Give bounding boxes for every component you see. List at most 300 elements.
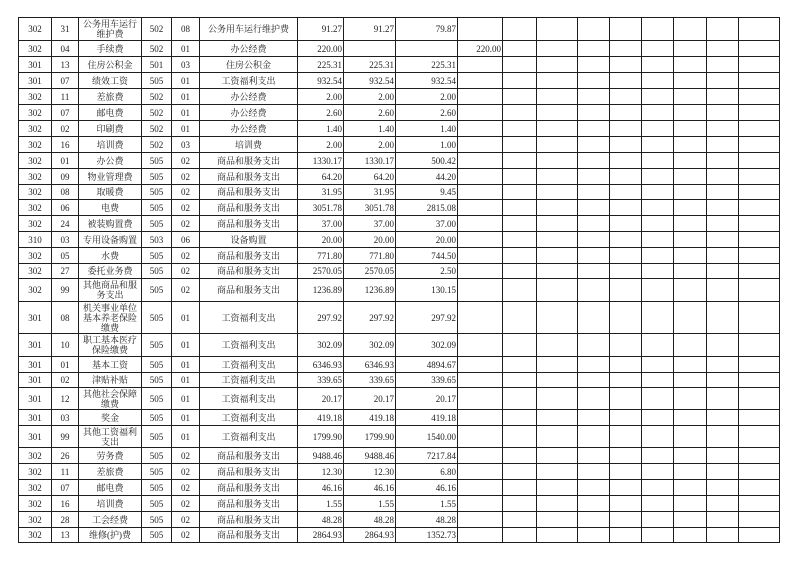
amount-cell	[578, 464, 610, 480]
econ-class-cell: 302	[19, 480, 52, 496]
amount-cell	[610, 73, 642, 89]
amount-cell	[458, 57, 503, 73]
amount-cell	[578, 105, 610, 121]
amount-cell	[707, 388, 739, 410]
amount-cell	[610, 264, 642, 279]
amount-cell	[739, 334, 780, 357]
func-name-cell: 工资福利支出	[200, 388, 298, 410]
amount-cell	[674, 105, 707, 121]
func-item-cell: 02	[172, 216, 200, 232]
amount-cell	[707, 528, 739, 543]
amount-cell	[739, 18, 780, 41]
amount-cell	[674, 410, 707, 426]
amount-cell	[578, 373, 610, 388]
func-name-cell: 商品和服务支出	[200, 448, 298, 464]
amount-cell	[610, 89, 642, 105]
table-row	[19, 153, 780, 169]
func-class-cell: 501	[142, 57, 172, 73]
amount-cell	[707, 137, 739, 153]
amount-cell: 771.80	[344, 248, 396, 264]
amount-cell	[707, 57, 739, 73]
table-row	[19, 334, 780, 357]
func-item-cell: 02	[172, 448, 200, 464]
amount-cell	[642, 464, 674, 480]
amount-cell: 1330.17	[298, 153, 344, 169]
amount-cell	[610, 18, 642, 41]
amount-cell	[503, 137, 537, 153]
amount-cell: 2.00	[298, 89, 344, 105]
table-row	[19, 279, 780, 302]
amount-cell	[578, 169, 610, 185]
amount-cell	[674, 373, 707, 388]
amount-cell	[610, 388, 642, 410]
amount-cell	[458, 185, 503, 200]
amount-cell: 46.16	[344, 480, 396, 496]
amount-cell: 419.18	[396, 410, 458, 426]
func-class-cell: 502	[142, 41, 172, 57]
amount-cell	[458, 496, 503, 512]
func-item-cell: 02	[172, 200, 200, 216]
amount-cell	[707, 464, 739, 480]
amount-cell	[610, 334, 642, 357]
amount-cell: 9488.46	[298, 448, 344, 464]
amount-cell: 1799.90	[298, 426, 344, 448]
func-item-cell: 01	[172, 41, 200, 57]
amount-cell	[610, 528, 642, 543]
amount-cell	[578, 334, 610, 357]
amount-cell: 2864.93	[344, 528, 396, 543]
amount-cell: 1540.00	[396, 426, 458, 448]
econ-name-cell: 劳务费	[79, 448, 142, 464]
amount-cell	[674, 464, 707, 480]
amount-cell	[739, 448, 780, 464]
amount-cell	[578, 248, 610, 264]
func-name-cell: 商品和服务支出	[200, 200, 298, 216]
table-row	[19, 169, 780, 185]
econ-item-cell: 06	[52, 200, 79, 216]
amount-cell: 37.00	[344, 216, 396, 232]
func-item-cell: 02	[172, 248, 200, 264]
econ-name-cell: 工会经费	[79, 512, 142, 528]
amount-cell	[642, 410, 674, 426]
amount-cell	[537, 528, 578, 543]
func-class-cell: 502	[142, 137, 172, 153]
amount-cell	[707, 334, 739, 357]
amount-cell	[642, 89, 674, 105]
func-class-cell: 505	[142, 426, 172, 448]
econ-item-cell: 13	[52, 57, 79, 73]
amount-cell	[674, 279, 707, 302]
econ-item-cell: 99	[52, 426, 79, 448]
table-row	[19, 248, 780, 264]
econ-name-cell: 其他社会保障缴费	[79, 388, 142, 410]
econ-name-cell: 基本工资	[79, 357, 142, 373]
amount-cell	[642, 528, 674, 543]
amount-cell	[458, 73, 503, 89]
amount-cell: 1.40	[298, 121, 344, 137]
amount-cell	[537, 410, 578, 426]
amount-cell	[503, 373, 537, 388]
econ-item-cell: 31	[52, 18, 79, 41]
amount-cell	[396, 41, 458, 57]
func-name-cell: 工资福利支出	[200, 334, 298, 357]
econ-class-cell: 302	[19, 200, 52, 216]
amount-cell	[537, 480, 578, 496]
econ-item-cell: 05	[52, 248, 79, 264]
func-name-cell: 工资福利支出	[200, 373, 298, 388]
func-name-cell: 公务用车运行维护费	[200, 18, 298, 41]
func-class-cell: 505	[142, 302, 172, 334]
amount-cell	[707, 480, 739, 496]
econ-class-cell: 301	[19, 426, 52, 448]
amount-cell	[674, 248, 707, 264]
func-name-cell: 商品和服务支出	[200, 169, 298, 185]
econ-class-cell: 302	[19, 496, 52, 512]
amount-cell: 225.31	[298, 57, 344, 73]
func-item-cell: 03	[172, 137, 200, 153]
amount-cell	[739, 426, 780, 448]
econ-class-cell: 302	[19, 137, 52, 153]
amount-cell	[739, 89, 780, 105]
table-row	[19, 41, 780, 57]
amount-cell: 2.60	[344, 105, 396, 121]
amount-cell: 339.65	[344, 373, 396, 388]
func-item-cell: 01	[172, 373, 200, 388]
amount-cell	[642, 426, 674, 448]
amount-cell	[537, 153, 578, 169]
func-class-cell: 505	[142, 200, 172, 216]
amount-cell	[642, 480, 674, 496]
func-item-cell: 01	[172, 357, 200, 373]
econ-name-cell: 水费	[79, 248, 142, 264]
amount-cell	[458, 480, 503, 496]
amount-cell: 20.00	[298, 232, 344, 248]
amount-cell: 79.87	[396, 18, 458, 41]
econ-class-cell: 301	[19, 334, 52, 357]
func-name-cell: 办公经费	[200, 89, 298, 105]
econ-class-cell: 302	[19, 121, 52, 137]
amount-cell	[503, 153, 537, 169]
amount-cell	[610, 357, 642, 373]
func-class-cell: 505	[142, 357, 172, 373]
amount-cell	[578, 357, 610, 373]
amount-cell	[739, 137, 780, 153]
amount-cell: 220.00	[298, 41, 344, 57]
amount-cell	[739, 373, 780, 388]
amount-cell: 297.92	[396, 302, 458, 334]
amount-cell	[674, 232, 707, 248]
func-class-cell: 505	[142, 528, 172, 543]
econ-class-cell: 301	[19, 73, 52, 89]
amount-cell	[503, 480, 537, 496]
table-row	[19, 302, 780, 334]
amount-cell	[610, 426, 642, 448]
amount-cell	[674, 137, 707, 153]
table-row	[19, 185, 780, 200]
amount-cell: 6.80	[396, 464, 458, 480]
amount-cell: 220.00	[458, 41, 503, 57]
econ-class-cell: 301	[19, 388, 52, 410]
amount-cell	[739, 480, 780, 496]
func-class-cell: 505	[142, 264, 172, 279]
amount-cell	[503, 512, 537, 528]
amount-cell	[707, 18, 739, 41]
amount-cell: 20.17	[344, 388, 396, 410]
amount-cell	[537, 137, 578, 153]
amount-cell	[674, 480, 707, 496]
amount-cell: 419.18	[344, 410, 396, 426]
func-item-cell: 08	[172, 18, 200, 41]
amount-cell	[537, 57, 578, 73]
econ-class-cell: 302	[19, 464, 52, 480]
amount-cell	[707, 248, 739, 264]
amount-cell: 3051.78	[298, 200, 344, 216]
func-name-cell: 商品和服务支出	[200, 264, 298, 279]
amount-cell	[610, 480, 642, 496]
table-row	[19, 264, 780, 279]
econ-name-cell: 手续费	[79, 41, 142, 57]
amount-cell	[674, 334, 707, 357]
amount-cell	[537, 302, 578, 334]
amount-cell	[642, 448, 674, 464]
amount-cell	[707, 410, 739, 426]
amount-cell: 48.28	[396, 512, 458, 528]
amount-cell: 9488.46	[344, 448, 396, 464]
econ-name-cell: 机关事业单位基本养老保险缴费	[79, 302, 142, 334]
amount-cell	[578, 41, 610, 57]
amount-cell	[610, 121, 642, 137]
amount-cell: 1236.89	[344, 279, 396, 302]
econ-item-cell: 01	[52, 357, 79, 373]
amount-cell	[458, 512, 503, 528]
amount-cell: 2.60	[396, 105, 458, 121]
amount-cell	[674, 264, 707, 279]
table-row	[19, 373, 780, 388]
amount-cell	[578, 73, 610, 89]
amount-cell	[578, 480, 610, 496]
econ-item-cell: 07	[52, 480, 79, 496]
amount-cell	[610, 448, 642, 464]
func-name-cell: 工资福利支出	[200, 426, 298, 448]
econ-name-cell: 其他工资福利支出	[79, 426, 142, 448]
amount-cell	[739, 496, 780, 512]
econ-name-cell: 电费	[79, 200, 142, 216]
amount-cell: 297.92	[298, 302, 344, 334]
func-name-cell: 培训费	[200, 137, 298, 153]
amount-cell	[707, 448, 739, 464]
amount-cell: 419.18	[298, 410, 344, 426]
func-item-cell: 01	[172, 410, 200, 426]
budget-table	[18, 17, 780, 543]
amount-cell	[642, 302, 674, 334]
amount-cell	[578, 496, 610, 512]
amount-cell	[642, 121, 674, 137]
amount-cell: 37.00	[396, 216, 458, 232]
amount-cell	[707, 105, 739, 121]
econ-name-cell: 住房公积金	[79, 57, 142, 73]
func-name-cell: 商品和服务支出	[200, 480, 298, 496]
econ-name-cell: 职工基本医疗保险缴费	[79, 334, 142, 357]
amount-cell	[578, 528, 610, 543]
amount-cell	[537, 216, 578, 232]
econ-item-cell: 07	[52, 105, 79, 121]
amount-cell	[458, 528, 503, 543]
amount-cell	[739, 248, 780, 264]
amount-cell	[537, 41, 578, 57]
func-item-cell: 01	[172, 121, 200, 137]
econ-name-cell: 专用设备购置	[79, 232, 142, 248]
amount-cell: 6346.93	[344, 357, 396, 373]
econ-item-cell: 07	[52, 73, 79, 89]
amount-cell	[739, 512, 780, 528]
amount-cell	[458, 279, 503, 302]
func-name-cell: 商品和服务支出	[200, 153, 298, 169]
func-name-cell: 商品和服务支出	[200, 216, 298, 232]
amount-cell	[674, 73, 707, 89]
amount-cell	[458, 89, 503, 105]
amount-cell	[503, 357, 537, 373]
amount-cell: 12.30	[298, 464, 344, 480]
econ-class-cell: 302	[19, 512, 52, 528]
amount-cell	[503, 73, 537, 89]
econ-name-cell: 办公费	[79, 153, 142, 169]
amount-cell	[578, 512, 610, 528]
amount-cell	[537, 279, 578, 302]
amount-cell	[503, 528, 537, 543]
amount-cell	[458, 264, 503, 279]
amount-cell: 44.20	[396, 169, 458, 185]
amount-cell	[707, 496, 739, 512]
econ-name-cell: 公务用车运行维护费	[79, 18, 142, 41]
func-name-cell: 设备购置	[200, 232, 298, 248]
amount-cell	[458, 410, 503, 426]
amount-cell	[458, 105, 503, 121]
func-item-cell: 01	[172, 89, 200, 105]
table-row	[19, 18, 780, 41]
amount-cell	[739, 357, 780, 373]
econ-class-cell: 302	[19, 169, 52, 185]
amount-cell	[458, 137, 503, 153]
amount-cell	[642, 334, 674, 357]
econ-item-cell: 24	[52, 216, 79, 232]
amount-cell	[642, 232, 674, 248]
amount-cell: 2570.05	[344, 264, 396, 279]
amount-cell: 31.95	[344, 185, 396, 200]
amount-cell: 225.31	[396, 57, 458, 73]
table-row	[19, 496, 780, 512]
amount-cell	[707, 185, 739, 200]
table-row	[19, 232, 780, 248]
amount-cell	[578, 426, 610, 448]
amount-cell	[458, 357, 503, 373]
econ-item-cell: 03	[52, 232, 79, 248]
amount-cell	[739, 410, 780, 426]
amount-cell	[537, 426, 578, 448]
func-name-cell: 商品和服务支出	[200, 512, 298, 528]
amount-cell: 2864.93	[298, 528, 344, 543]
amount-cell	[458, 232, 503, 248]
amount-cell	[739, 464, 780, 480]
amount-cell	[707, 232, 739, 248]
amount-cell	[642, 73, 674, 89]
econ-class-cell: 302	[19, 105, 52, 121]
amount-cell	[537, 121, 578, 137]
amount-cell	[503, 334, 537, 357]
amount-cell	[503, 464, 537, 480]
amount-cell	[707, 89, 739, 105]
amount-cell	[610, 216, 642, 232]
func-class-cell: 505	[142, 248, 172, 264]
amount-cell	[610, 105, 642, 121]
econ-class-cell: 301	[19, 357, 52, 373]
table-row	[19, 464, 780, 480]
amount-cell: 37.00	[298, 216, 344, 232]
amount-cell: 225.31	[344, 57, 396, 73]
amount-cell	[503, 264, 537, 279]
econ-item-cell: 99	[52, 279, 79, 302]
amount-cell: 744.50	[396, 248, 458, 264]
func-class-cell: 505	[142, 480, 172, 496]
amount-cell: 2.50	[396, 264, 458, 279]
func-class-cell: 505	[142, 496, 172, 512]
amount-cell	[458, 334, 503, 357]
amount-cell	[503, 121, 537, 137]
amount-cell: 302.09	[396, 334, 458, 357]
econ-class-cell: 302	[19, 18, 52, 41]
amount-cell: 1.00	[396, 137, 458, 153]
amount-cell	[537, 448, 578, 464]
amount-cell	[674, 185, 707, 200]
amount-cell	[642, 248, 674, 264]
econ-item-cell: 13	[52, 528, 79, 543]
amount-cell	[674, 357, 707, 373]
amount-cell	[707, 41, 739, 57]
table-row	[19, 216, 780, 232]
econ-name-cell: 印刷费	[79, 121, 142, 137]
amount-cell	[642, 388, 674, 410]
amount-cell	[537, 357, 578, 373]
amount-cell	[707, 426, 739, 448]
amount-cell	[674, 153, 707, 169]
amount-cell	[503, 496, 537, 512]
amount-cell: 64.20	[298, 169, 344, 185]
amount-cell	[537, 200, 578, 216]
amount-cell	[503, 200, 537, 216]
amount-cell: 1330.17	[344, 153, 396, 169]
func-class-cell: 505	[142, 448, 172, 464]
amount-cell	[610, 57, 642, 73]
econ-name-cell: 物业管理费	[79, 169, 142, 185]
amount-cell	[537, 89, 578, 105]
econ-item-cell: 04	[52, 41, 79, 57]
func-name-cell: 商品和服务支出	[200, 248, 298, 264]
amount-cell	[610, 232, 642, 248]
amount-cell: 1.55	[344, 496, 396, 512]
amount-cell	[739, 73, 780, 89]
amount-cell	[537, 248, 578, 264]
amount-cell	[674, 57, 707, 73]
amount-cell	[739, 41, 780, 57]
amount-cell	[503, 185, 537, 200]
table-row	[19, 357, 780, 373]
econ-name-cell: 津贴补贴	[79, 373, 142, 388]
amount-cell	[610, 200, 642, 216]
amount-cell	[610, 185, 642, 200]
amount-cell	[537, 18, 578, 41]
amount-cell	[458, 153, 503, 169]
econ-item-cell: 11	[52, 89, 79, 105]
amount-cell: 91.27	[298, 18, 344, 41]
